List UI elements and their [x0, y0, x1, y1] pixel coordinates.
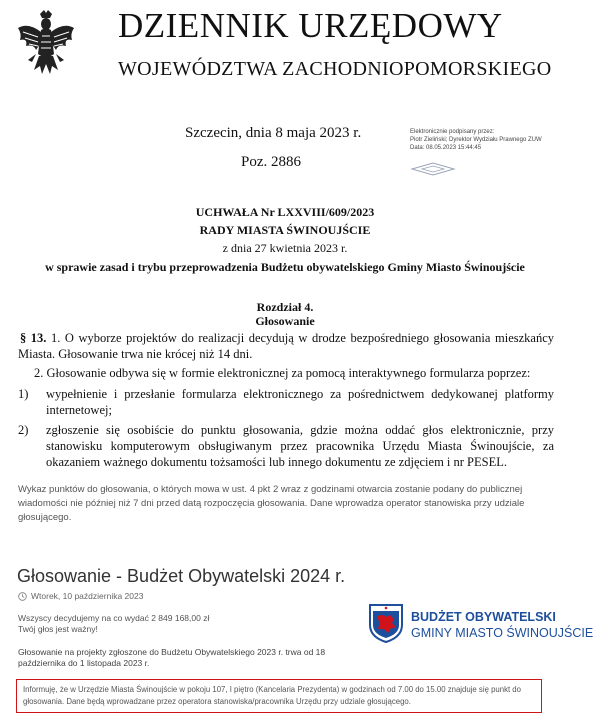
council-name: RADY MIASTA ŚWINOUJŚCIE	[199, 223, 371, 237]
logo-text-primary: BUDŻET OBYWATELSKI	[411, 610, 556, 624]
journal-title: DZIENNIK URZĘDOWY	[118, 6, 503, 45]
article-voting-period: Głosowanie na projekty zgłoszone do Budżetu Obywatelskiego 2023 r. trwa od 18 października do 1 listopada 2023 r.	[18, 647, 326, 668]
list-item: zgłoszenie się osobiście do punktu głosowania, gdzie można oddać głos elektronicznie, przy stanowisku komputerowym obsługiwanym przez pracownika Urzędu Miasta Świnoujście, za okazaniem ważnego dokumentu tożsamości lub innego dokumentu ze zdjęciem i nr PESEL.	[46, 423, 554, 469]
article-intro-line: Twój głos jest ważny!	[18, 624, 98, 634]
section-label: § 13.	[20, 331, 47, 345]
place-date: Szczecin, dnia 8 maja 2023 r.	[185, 125, 362, 141]
signature-stamp-icon	[410, 162, 456, 176]
eagle-emblem-icon	[14, 8, 78, 80]
electronic-signature	[410, 128, 542, 152]
journal-subtitle: WOJEWÓDZTWA ZACHODNIOPOMORSKIEGO	[118, 58, 552, 80]
chapter-title: Głosowanie	[255, 314, 315, 328]
voting-points-note: Wykaz punktów do głosowania, o których mowa w ust. 4 pkt 2 wraz z godzinami otwarcia zostanie podany do publicznej wiadomości nie później niż 7 dni przed datą rozpoczęcia głosowania. Dane wprowadza operator stanowiska przy udziale głosującego.	[18, 484, 525, 523]
resolution-date: z dnia 27 kwietnia 2023 r.	[222, 241, 348, 255]
section-text: 1. O wyborze projektów do realizacji decydują w drodze bezpośredniego głosowania mieszkańcy Miasta. Głosowanie trwa nie krócej niż 14 dni.	[18, 331, 555, 361]
signature-line: Elektronicznie podpisany przez:	[410, 129, 495, 135]
article-date: Wtorek, 10 października 2023	[31, 591, 144, 601]
article-intro-line: Wszyscy decydujemy na co wydać 2 849 168,00 zł	[18, 613, 210, 623]
article-intro	[18, 613, 209, 635]
resolution-subject: w sprawie zasad i trybu przeprowadzenia Budżetu obywatelskiego Gminy Miasto Świnoujście	[45, 260, 525, 274]
article-heading: Głosowanie - Budżet Obywatelski 2024 r.	[17, 566, 346, 586]
clock-icon	[18, 592, 27, 601]
list-item: wypełnienie i przesłanie formularza elektronicznego za pośrednictwem dedykowanej platformy internetowej;	[46, 387, 554, 417]
signature-line: Data: 08.05.2023 15:44:45	[410, 145, 482, 151]
chapter-number: Rozdział 4.	[256, 300, 314, 314]
resolution-number: UCHWAŁA Nr LXXVIII/609/2023	[195, 205, 375, 219]
list-item-number: 2)	[18, 423, 29, 437]
budzet-logo-icon	[368, 603, 404, 643]
position-number: Poz. 2886	[241, 154, 301, 170]
highlighted-info-box: Informuję, że w Urzędzie Miasta Świnoujście w pokoju 107, I piętro (Kancelaria Prezydenta) w godzinach od 7.00 do 15.00 znajduje się punkt do głosowania. Dane będą wprowadzane przez operatora stanowiska/pracownika Urzędu przy udziale głosującego.	[16, 679, 542, 713]
list-item-number: 1)	[18, 387, 29, 401]
signature-line: Piotr Zieliński; Dyrektor Wydziału Prawnego ZUW	[410, 137, 542, 143]
section-13-paragraph-1	[18, 330, 554, 362]
logo-text-secondary: GMINY MIASTO ŚWINOUJŚCIE	[411, 626, 593, 640]
section-13-paragraph-2: 2. Głosowanie odbywa się w formie elektronicznej za pomocą interaktywnego formularza poprzez:	[34, 366, 531, 380]
